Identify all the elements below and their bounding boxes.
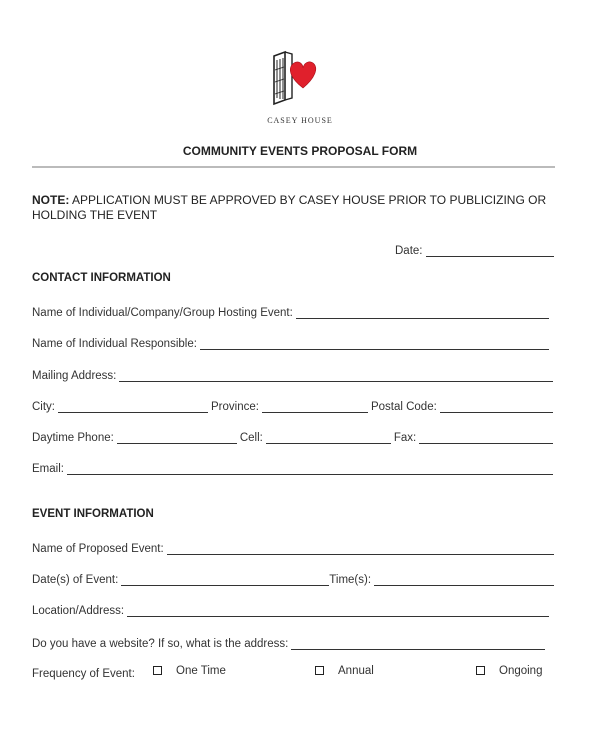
postal-label: Postal Code: — [370, 401, 437, 413]
event-time-field[interactable] — [374, 573, 554, 586]
casey-house-logo — [268, 50, 320, 106]
checkbox-icon[interactable] — [476, 666, 485, 675]
mailing-row — [32, 366, 556, 382]
email-label: Email: — [32, 463, 64, 475]
date-label: Date: — [395, 245, 423, 257]
fax-field[interactable] — [419, 431, 553, 444]
email-field[interactable] — [67, 462, 553, 475]
responsible-field[interactable] — [200, 337, 549, 350]
event-time-label: Time(s): — [329, 574, 372, 586]
note-text: APPLICATION MUST BE APPROVED BY CASEY HOUSE PRIOR TO PUBLICIZING OR HOLDING THE EVENT — [32, 193, 547, 222]
hosting-row — [32, 303, 552, 319]
phone-row — [32, 428, 556, 444]
frequency-option-annual[interactable] — [315, 665, 374, 677]
approval-note — [32, 193, 552, 223]
province-label: Province: — [211, 401, 259, 413]
location-field[interactable] — [127, 604, 549, 617]
frequency-option-ongoing[interactable] — [476, 665, 542, 677]
checkbox-icon[interactable] — [315, 666, 324, 675]
org-name: CASEY HOUSE — [267, 116, 333, 125]
date-row — [395, 241, 557, 257]
city-row — [32, 397, 556, 413]
date-field[interactable] — [426, 244, 555, 257]
email-row — [32, 459, 556, 475]
province-field[interactable] — [262, 400, 368, 413]
city-label: City: — [32, 401, 55, 413]
website-field[interactable] — [291, 637, 545, 650]
responsible-label: Name of Individual Responsible: — [32, 338, 197, 350]
contact-heading: CONTACT INFORMATION — [32, 272, 171, 284]
checkbox-icon[interactable] — [153, 666, 162, 675]
hosting-field[interactable] — [296, 306, 549, 319]
door-heart-icon — [268, 50, 320, 106]
location-row — [32, 601, 552, 617]
cell-field[interactable] — [266, 431, 391, 444]
note-label: NOTE: — [32, 193, 70, 207]
postal-field[interactable] — [440, 400, 553, 413]
form-title: COMMUNITY EVENTS PROPOSAL FORM — [182, 144, 418, 158]
daytime-phone-field[interactable] — [117, 431, 237, 444]
option-label: One Time — [176, 665, 226, 677]
option-label: Annual — [338, 665, 374, 677]
responsible-row — [32, 334, 552, 350]
hosting-label: Name of Individual/Company/Group Hosting Event: — [32, 307, 293, 319]
daytime-phone-label: Daytime Phone: — [32, 432, 114, 444]
frequency-option-one-time[interactable] — [153, 665, 226, 677]
event-dates-field[interactable] — [121, 573, 329, 586]
website-row — [32, 634, 548, 650]
mailing-label: Mailing Address: — [32, 370, 117, 382]
event-name-field[interactable] — [167, 542, 554, 555]
fax-label: Fax: — [393, 432, 417, 444]
title-divider — [32, 166, 555, 168]
option-label: Ongoing — [499, 665, 543, 677]
city-field[interactable] — [58, 400, 208, 413]
event-heading: EVENT INFORMATION — [32, 508, 154, 520]
location-label: Location/Address: — [32, 605, 125, 617]
event-dates-label: Date(s) of Event: — [32, 574, 119, 586]
event-dates-row — [32, 570, 557, 586]
website-label: Do you have a website? If so, what is the address: — [32, 638, 289, 650]
event-name-label: Name of Proposed Event: — [32, 543, 164, 555]
event-name-row — [32, 539, 557, 555]
mailing-field[interactable] — [119, 369, 553, 382]
cell-label: Cell: — [239, 432, 263, 444]
frequency-label: Frequency of Event: — [32, 668, 135, 680]
